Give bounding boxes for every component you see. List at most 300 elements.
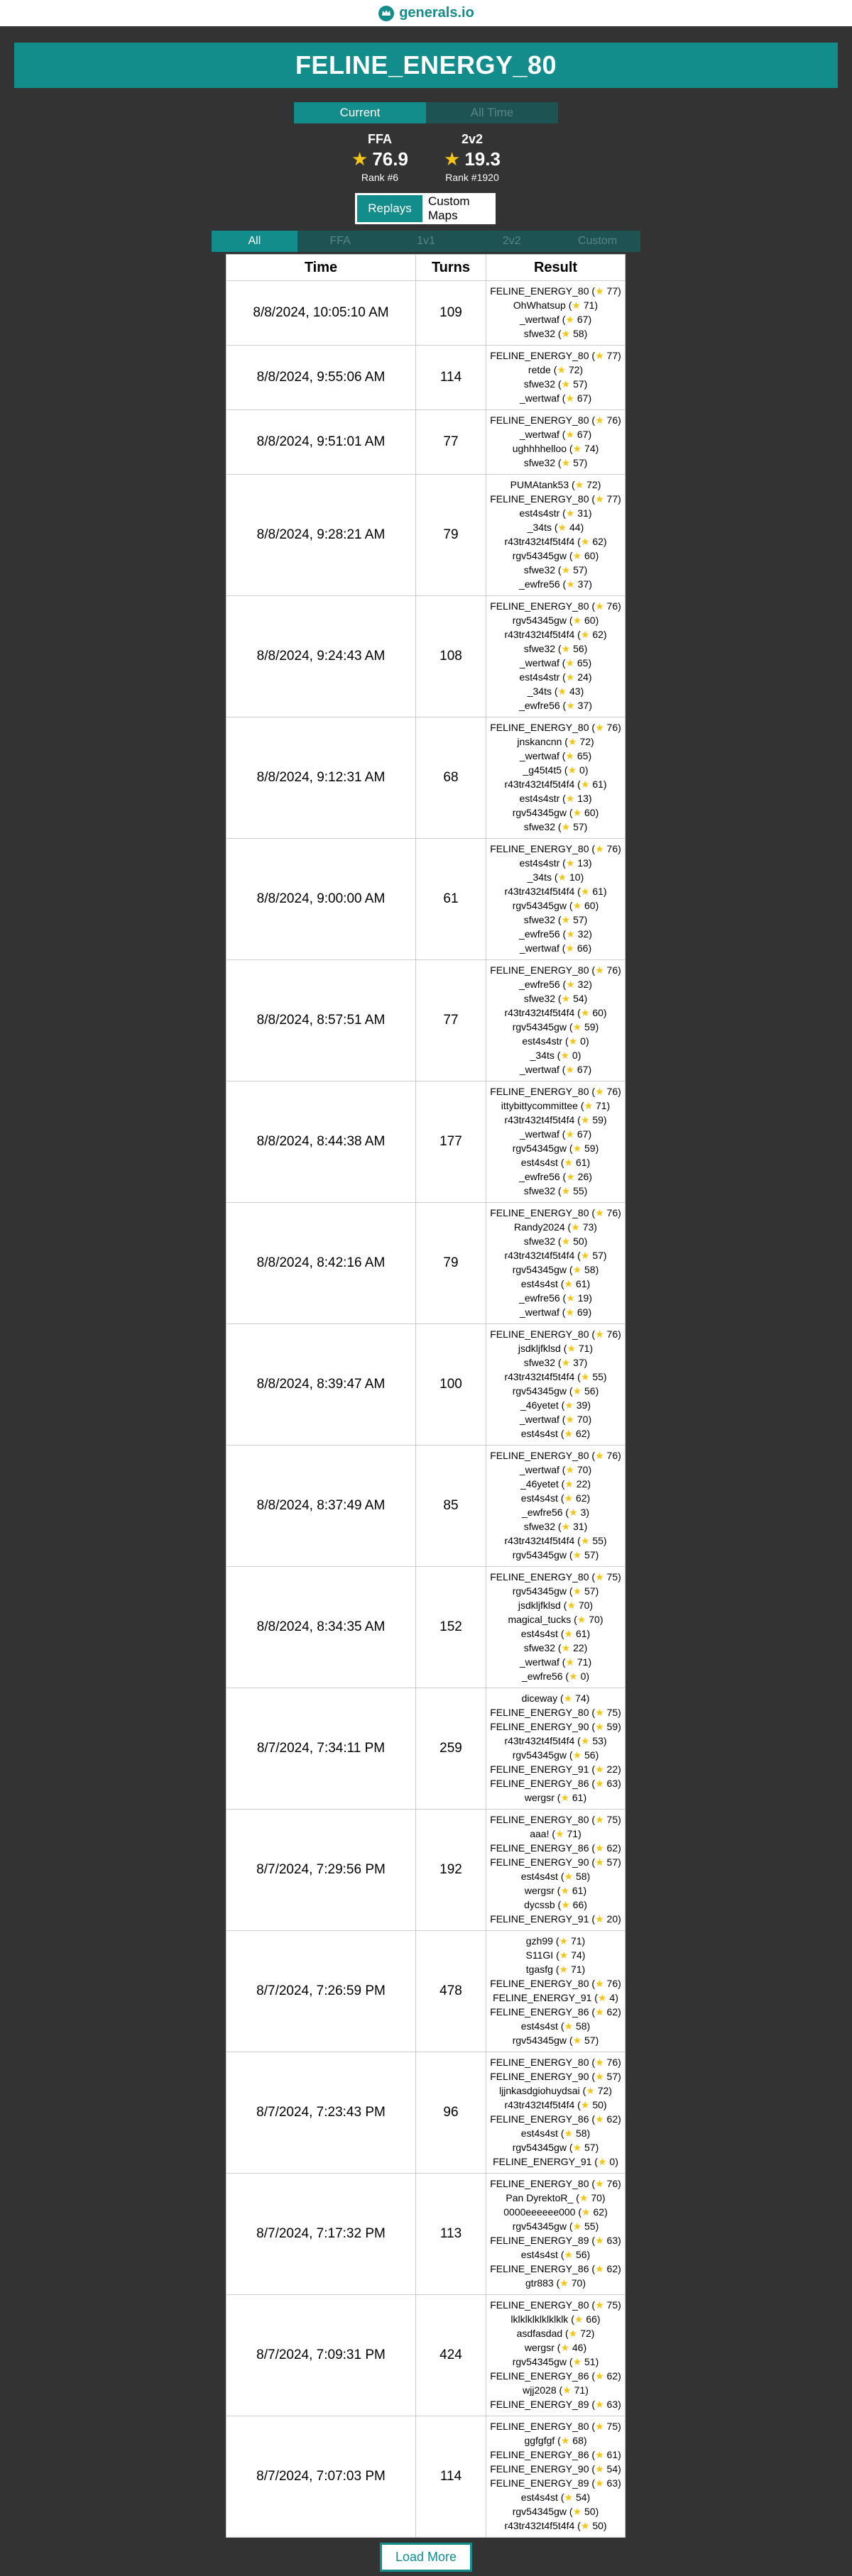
star-icon: ★ xyxy=(567,736,580,747)
player-entry xyxy=(486,441,625,456)
star-icon: ★ xyxy=(572,615,585,626)
paren-close: ) xyxy=(603,1735,607,1746)
paren-close: ) xyxy=(599,1614,604,1625)
paren-open: ( xyxy=(589,2463,596,2475)
replay-turns: 100 xyxy=(416,1324,486,1446)
paren-open: ( xyxy=(559,657,566,668)
star-icon: ★ xyxy=(567,1600,579,1611)
replay-turns: 424 xyxy=(416,2295,486,2416)
paren-close: ) xyxy=(594,299,599,311)
paren-open: ( xyxy=(552,1935,559,1947)
star-icon: ★ xyxy=(566,928,578,940)
table-row[interactable] xyxy=(226,1081,626,1203)
star-icon: ★ xyxy=(560,1792,572,1803)
player-rating: 57 xyxy=(573,564,584,576)
stat-rank: Rank #1920 xyxy=(445,172,499,183)
player-rating: 72 xyxy=(580,2328,591,2339)
player-name: tgasfg xyxy=(525,1964,553,1975)
star-icon: ★ xyxy=(595,1913,607,1925)
stat-mode-label: 2v2 xyxy=(461,132,484,146)
replay-result xyxy=(486,2174,626,2295)
player-entry xyxy=(486,1341,625,1355)
paren-open: ( xyxy=(560,1600,567,1611)
paren-close: ) xyxy=(596,2313,601,2325)
paren-open: ( xyxy=(567,1549,573,1561)
paren-close: ) xyxy=(618,2006,621,2018)
table-row[interactable] xyxy=(226,2174,626,2295)
player-entry xyxy=(486,1448,625,1463)
paren-open: ( xyxy=(559,1128,566,1140)
star-icon: ★ xyxy=(557,364,569,375)
table-row[interactable] xyxy=(226,1688,626,1810)
player-name: sfwe32 xyxy=(523,914,556,925)
star-icon: ★ xyxy=(351,148,368,170)
player-rating: 19 xyxy=(577,1292,589,1304)
site-name: generals.io xyxy=(399,5,474,21)
player-entry xyxy=(486,1291,625,1305)
paren-close: ) xyxy=(591,2328,595,2339)
tab-current[interactable]: Current xyxy=(294,102,426,123)
player-rating: 57 xyxy=(584,2035,596,2046)
star-icon: ★ xyxy=(580,778,593,790)
tab-custom[interactable]: Custom xyxy=(555,231,640,252)
player-entry xyxy=(486,656,625,670)
star-icon: ★ xyxy=(565,750,577,761)
replay-turns: 152 xyxy=(416,1567,486,1688)
paren-open: ( xyxy=(559,857,566,869)
paren-open: ( xyxy=(558,1478,565,1490)
table-row[interactable] xyxy=(226,475,626,596)
player-rating: 71 xyxy=(578,1343,590,1354)
season-tabs xyxy=(294,102,558,123)
star-icon: ★ xyxy=(572,2356,585,2367)
star-icon: ★ xyxy=(572,550,585,561)
replays-button[interactable]: Replays xyxy=(357,195,422,222)
player-name: magical_tucks xyxy=(508,1614,572,1625)
player-entry xyxy=(486,1006,625,1020)
replay-result xyxy=(486,2416,626,2538)
player-entry xyxy=(486,2176,625,2191)
replay-turns: 114 xyxy=(416,346,486,410)
table-row[interactable] xyxy=(226,346,626,410)
player-rating: 76 xyxy=(606,2057,618,2068)
star-icon: ★ xyxy=(560,1885,572,1896)
player-rating: 77 xyxy=(606,350,618,361)
tab-all-time[interactable]: All Time xyxy=(426,102,558,123)
star-icon: ★ xyxy=(574,2313,586,2325)
player-name: FELINE_ENERGY_86 xyxy=(490,2449,589,2460)
player-name: FELINE_ENERGY_91 xyxy=(493,2156,592,2167)
custom-maps-button[interactable]: Custom Maps xyxy=(422,195,493,222)
player-rating: 67 xyxy=(577,314,589,325)
player-entry xyxy=(486,2247,625,2262)
paren-open: ( xyxy=(589,1086,596,1097)
paren-open: ( xyxy=(577,1100,584,1111)
player-name: FELINE_ENERGY_91 xyxy=(493,1992,592,2003)
player-name: _34ts xyxy=(527,686,552,697)
player-rating: 0 xyxy=(579,764,585,776)
paren-open: ( xyxy=(559,700,567,711)
paren-open: ( xyxy=(567,2035,573,2046)
stat-rank: Rank #6 xyxy=(361,172,399,183)
table-row[interactable] xyxy=(226,2416,626,2538)
star-icon: ★ xyxy=(561,1185,574,1196)
player-rating: 63 xyxy=(606,2399,618,2410)
player-rating: 22 xyxy=(573,1642,584,1653)
player-name: est4s4st xyxy=(520,1871,558,1882)
paren-close: ) xyxy=(584,1185,588,1196)
player-entry xyxy=(486,1898,625,1912)
star-icon: ★ xyxy=(561,1235,574,1247)
star-icon: ★ xyxy=(595,2449,607,2460)
star-icon: ★ xyxy=(561,1521,574,1532)
player-name: est4s4str xyxy=(519,671,560,683)
player-entry xyxy=(486,1912,625,1926)
player-rating: 57 xyxy=(584,2142,596,2153)
paren-open: ( xyxy=(567,1585,573,1597)
player-rating: 75 xyxy=(606,2299,618,2311)
player-rating: 76 xyxy=(606,2178,618,2189)
star-icon: ★ xyxy=(566,1171,578,1182)
paren-close: ) xyxy=(588,750,592,761)
player-entry xyxy=(486,1305,625,1319)
player-rating: 3 xyxy=(580,1507,586,1518)
player-rating: 61 xyxy=(575,1278,587,1289)
player-name: FELINE_ENERGY_80 xyxy=(490,414,589,426)
paren-close: ) xyxy=(618,2463,621,2475)
player-name: ughhhhelloo xyxy=(512,443,567,454)
table-row[interactable] xyxy=(226,1324,626,1446)
table-row[interactable] xyxy=(226,410,626,475)
paren-close: ) xyxy=(579,364,584,375)
star-icon: ★ xyxy=(574,479,587,490)
profile-banner xyxy=(14,43,838,88)
player-rating: 75 xyxy=(606,1814,618,1825)
paren-open: ( xyxy=(559,1171,567,1182)
player-name: sfwe32 xyxy=(523,1235,556,1247)
player-name: ittybittycommittee xyxy=(501,1100,578,1111)
player-name: est4s4st xyxy=(520,1278,558,1289)
paren-close: ) xyxy=(595,1143,599,1154)
star-icon: ★ xyxy=(584,1100,596,1111)
load-more-button[interactable]: Load More xyxy=(380,2543,472,2572)
player-name: aaa! xyxy=(530,1828,550,1839)
player-rating: 13 xyxy=(577,857,589,869)
player-rating: 58 xyxy=(575,2020,587,2032)
player-rating: 76 xyxy=(606,722,618,733)
player-name: FELINE_ENERGY_80 xyxy=(490,1207,589,1218)
replay-time: 8/8/2024, 9:24:43 AM xyxy=(226,596,416,717)
paren-close: ) xyxy=(584,1235,588,1247)
replay-turns: 77 xyxy=(416,410,486,475)
paren-open: ( xyxy=(559,979,567,990)
star-icon: ★ xyxy=(444,148,461,170)
table-row[interactable] xyxy=(226,1810,626,1931)
star-icon: ★ xyxy=(565,507,578,519)
paren-open: ( xyxy=(559,1292,567,1304)
replay-result xyxy=(486,475,626,596)
player-rating: 63 xyxy=(606,2235,618,2246)
player-entry xyxy=(486,2462,625,2476)
table-row[interactable] xyxy=(226,2052,626,2174)
star-icon: ★ xyxy=(568,1035,581,1047)
paren-close: ) xyxy=(578,1828,581,1839)
player-name: FELINE_ENERGY_80 xyxy=(490,1086,589,1097)
paren-close: ) xyxy=(580,686,584,697)
paren-close: ) xyxy=(587,1478,591,1490)
star-icon: ★ xyxy=(595,2235,607,2246)
star-icon: ★ xyxy=(595,1707,607,1718)
player-entry xyxy=(486,599,625,613)
player-entry xyxy=(486,312,625,326)
table-row[interactable] xyxy=(226,1567,626,1688)
tab-all[interactable]: All xyxy=(212,231,297,252)
player-rating: 57 xyxy=(573,457,584,468)
player-name: r43tr432t4f5t4f4 xyxy=(504,1250,575,1261)
paren-open: ( xyxy=(562,1670,569,1682)
star-icon: ★ xyxy=(580,1250,593,1261)
paren-open: ( xyxy=(589,964,596,976)
player-name: rgv54345gw xyxy=(512,550,567,561)
paren-open: ( xyxy=(553,1949,559,1961)
site-logo[interactable] xyxy=(378,5,474,22)
player-entry xyxy=(486,898,625,913)
paren-open: ( xyxy=(555,643,562,654)
player-name: sfwe32 xyxy=(523,378,556,390)
paren-open: ( xyxy=(567,807,573,818)
player-name: rgv54345gw xyxy=(512,2356,567,2367)
player-rating: 65 xyxy=(577,657,589,668)
player-name: r43tr432t4f5t4f4 xyxy=(504,1735,575,1746)
star-icon: ★ xyxy=(595,1778,607,1789)
paren-open: ( xyxy=(574,2099,581,2110)
paren-close: ) xyxy=(589,700,592,711)
star-icon: ★ xyxy=(562,2384,574,2396)
player-name: wergsr xyxy=(524,1792,555,1803)
player-rating: 37 xyxy=(573,1357,584,1368)
table-row[interactable] xyxy=(226,1203,626,1324)
player-name: _34ts xyxy=(527,522,552,533)
paren-open: ( xyxy=(574,886,581,897)
player-name: rgv54345gw xyxy=(512,1264,567,1275)
player-entry xyxy=(486,2033,625,2047)
player-name: sfwe32 xyxy=(523,821,556,832)
replay-time: 8/8/2024, 8:42:16 AM xyxy=(226,1203,416,1324)
paren-open: ( xyxy=(589,843,596,854)
paren-close: ) xyxy=(618,2071,621,2082)
table-row[interactable] xyxy=(226,839,626,960)
player-entry xyxy=(486,856,625,870)
player-name: rgv54345gw xyxy=(512,1021,567,1033)
player-entry xyxy=(486,734,625,749)
table-row[interactable] xyxy=(226,281,626,346)
table-row[interactable] xyxy=(226,1931,626,2052)
paren-close: ) xyxy=(618,2399,621,2410)
player-name: est4s4st xyxy=(520,2020,558,2032)
star-icon: ★ xyxy=(595,2178,607,2189)
player-entry xyxy=(486,1262,625,1277)
paren-close: ) xyxy=(595,615,599,626)
player-entry xyxy=(486,549,625,563)
replay-result xyxy=(486,1324,626,1446)
paren-open: ( xyxy=(589,2071,596,2082)
star-icon: ★ xyxy=(572,1549,585,1561)
paren-open: ( xyxy=(569,479,575,490)
replay-time: 8/8/2024, 8:37:49 AM xyxy=(226,1446,416,1567)
player-entry xyxy=(486,1113,625,1127)
paren-open: ( xyxy=(559,314,566,325)
player-entry xyxy=(486,698,625,712)
player-entry xyxy=(486,791,625,805)
paren-open: ( xyxy=(559,793,566,804)
player-entry xyxy=(486,298,625,312)
star-icon: ★ xyxy=(566,1292,578,1304)
player-entry xyxy=(486,927,625,941)
player-rating: 37 xyxy=(577,700,589,711)
star-icon: ★ xyxy=(564,1157,576,1168)
paren-open: ( xyxy=(567,1021,573,1033)
paren-close: ) xyxy=(595,2506,599,2517)
paren-open: ( xyxy=(557,1428,564,1439)
player-entry xyxy=(486,642,625,656)
player-entry xyxy=(486,2355,625,2369)
paren-open: ( xyxy=(574,1250,581,1261)
replay-result xyxy=(486,1931,626,2052)
tab-2v2[interactable]: 2v2 xyxy=(469,231,555,252)
player-name: _ewfre56 xyxy=(519,700,560,711)
paren-open: ( xyxy=(557,1628,564,1639)
replay-time: 8/8/2024, 8:34:35 AM xyxy=(226,1567,416,1688)
paren-open: ( xyxy=(589,1913,596,1925)
player-entry xyxy=(486,2490,625,2504)
star-icon: ★ xyxy=(595,2370,607,2382)
player-rating: 61 xyxy=(592,778,604,790)
star-icon: ★ xyxy=(580,1114,593,1125)
player-entry xyxy=(486,2504,625,2519)
paren-close: ) xyxy=(583,2435,587,2446)
star-icon: ★ xyxy=(561,1357,574,1368)
table-row[interactable] xyxy=(226,596,626,717)
star-icon: ★ xyxy=(565,1128,577,1140)
player-rating: 39 xyxy=(576,1399,588,1411)
player-name: rgv54345gw xyxy=(512,2035,567,2046)
player-entry xyxy=(486,284,625,298)
paren-open: ( xyxy=(562,1035,569,1047)
paren-open: ( xyxy=(555,1185,562,1196)
star-icon: ★ xyxy=(565,1464,577,1475)
paren-close: ) xyxy=(584,1357,588,1368)
player-rating: 71 xyxy=(583,299,595,311)
player-rating: 70 xyxy=(577,1414,589,1425)
player-entry xyxy=(486,2233,625,2247)
player-rating: 59 xyxy=(584,1021,596,1033)
paren-open: ( xyxy=(567,2506,573,2517)
player-name: r43tr432t4f5t4f4 xyxy=(504,536,575,547)
star-icon: ★ xyxy=(595,1571,607,1583)
table-row[interactable] xyxy=(226,1446,626,1567)
paren-close: ) xyxy=(618,350,621,361)
tab-1v1[interactable]: 1v1 xyxy=(383,231,469,252)
player-name: FELINE_ENERGY_86 xyxy=(490,1842,589,1854)
player-rating: 60 xyxy=(584,615,596,626)
player-name: _ewfre56 xyxy=(521,1670,563,1682)
star-icon: ★ xyxy=(572,299,584,311)
paren-close: ) xyxy=(595,900,599,911)
paren-close: ) xyxy=(588,392,592,404)
player-rating: 58 xyxy=(573,328,584,339)
player-entry xyxy=(486,1719,625,1734)
player-name: rgv54345gw xyxy=(512,1549,567,1561)
stat-ffa xyxy=(341,131,419,187)
paren-close: ) xyxy=(584,378,588,390)
table-row[interactable] xyxy=(226,960,626,1081)
paren-open: ( xyxy=(555,378,562,390)
player-entry xyxy=(486,1248,625,1262)
paren-close: ) xyxy=(586,1871,591,1882)
paren-open: ( xyxy=(567,2142,573,2153)
replay-result xyxy=(486,1203,626,1324)
player-rating: 55 xyxy=(592,1535,604,1546)
player-rating: 54 xyxy=(606,2463,618,2475)
star-icon: ★ xyxy=(566,700,578,711)
player-rating: 76 xyxy=(606,1450,618,1461)
player-rating: 59 xyxy=(606,1721,618,1732)
player-rating: 50 xyxy=(573,1235,584,1247)
tab-ffa[interactable]: FFA xyxy=(297,231,383,252)
star-icon: ★ xyxy=(572,2506,585,2517)
player-name: gzh99 xyxy=(525,1935,553,1947)
star-icon: ★ xyxy=(595,2113,607,2125)
player-name: FELINE_ENERGY_80 xyxy=(490,2299,589,2311)
paren-open: ( xyxy=(557,1157,564,1168)
player-rating: 24 xyxy=(577,671,589,683)
paren-close: ) xyxy=(618,2449,621,2460)
star-icon: ★ xyxy=(563,1692,576,1704)
player-rating: 57 xyxy=(592,1250,604,1261)
table-row[interactable] xyxy=(226,2295,626,2416)
player-entry xyxy=(486,1398,625,1412)
paren-close: ) xyxy=(589,979,592,990)
player-name: FELINE_ENERGY_86 xyxy=(490,2113,589,2125)
player-name: r43tr432t4f5t4f4 xyxy=(504,886,575,897)
header-time: Time xyxy=(226,255,416,281)
player-rating: 22 xyxy=(576,1478,588,1490)
player-name: est4s4str xyxy=(519,857,560,869)
player-entry xyxy=(486,1855,625,1869)
paren-open: ( xyxy=(559,1414,566,1425)
star-icon: ★ xyxy=(572,1749,585,1761)
player-rating: 59 xyxy=(592,1114,604,1125)
paren-close: ) xyxy=(580,871,584,883)
star-icon: ★ xyxy=(564,1428,576,1439)
player-entry xyxy=(486,2055,625,2069)
player-entry xyxy=(486,2191,625,2205)
replay-result xyxy=(486,960,626,1081)
star-icon: ★ xyxy=(557,522,569,533)
player-name: FELINE_ENERGY_80 xyxy=(490,722,589,733)
star-icon: ★ xyxy=(572,1385,585,1397)
paren-open: ( xyxy=(567,443,573,454)
star-icon: ★ xyxy=(595,1086,607,1097)
player-rating: 70 xyxy=(577,1464,589,1475)
paren-open: ( xyxy=(555,457,562,468)
star-icon: ★ xyxy=(572,1143,585,1154)
table-row[interactable] xyxy=(226,717,626,839)
replay-time: 8/8/2024, 8:57:51 AM xyxy=(226,960,416,1081)
star-icon: ★ xyxy=(595,1842,607,1854)
paren-close: ) xyxy=(603,778,607,790)
paren-open: ( xyxy=(565,299,572,311)
